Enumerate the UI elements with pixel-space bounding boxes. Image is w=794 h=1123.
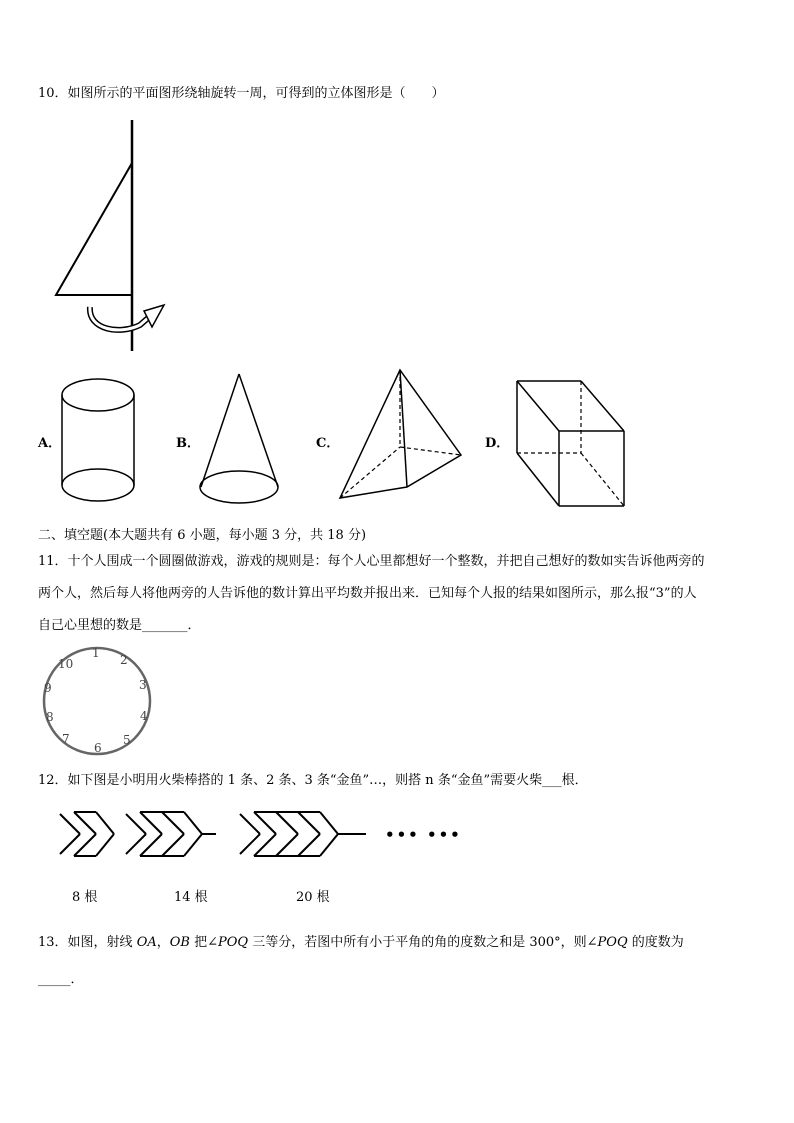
option-a-label[interactable]: A．	[38, 436, 62, 451]
circle-of-numbers	[40, 640, 160, 760]
question-11-line-1: 11．十个人围成一个圆圈做游戏，游戏的规则是：每个人心里都想好一个整数，并把自己想好的数如实告诉他两旁的	[38, 554, 705, 569]
cone-figure[interactable]	[198, 370, 288, 510]
clock-number-10: 10	[58, 657, 74, 671]
arrow-head	[144, 305, 164, 327]
ray-ob: OB	[169, 935, 190, 950]
question-10-text	[38, 82, 445, 101]
right-triangle	[56, 163, 132, 295]
matchstick-fish-3	[238, 810, 378, 860]
question-11-line-2: 两个人，然后每人将他两旁的人告诉他的数计算出平均数并报出来．已知每个人报的结果如图所示，那么报“3”的人	[38, 586, 697, 601]
option-b-label[interactable]: B．	[176, 436, 200, 451]
caption-14: 14 根	[174, 890, 208, 905]
clock-number-9: 9	[44, 681, 52, 695]
section-2-heading: 二、填空题(本大题共有 6 小题，每小题 3 分，共 18 分)	[38, 528, 367, 543]
question-13-line-2: _____．	[38, 972, 84, 987]
pyramid-figure[interactable]	[335, 365, 470, 510]
cylinder-figure[interactable]	[60, 375, 140, 505]
question-12-text: 12．如下图是小明用火柴棒搭的 1 条、2 条、3 条“金鱼”…，则搭 n 条“金鱼”需要火柴___根．	[38, 773, 588, 788]
caption-8: 8 根	[72, 890, 98, 905]
option-c-label[interactable]: C．	[316, 436, 340, 451]
clock-number-4: 4	[140, 709, 148, 723]
clock-number-5: 5	[123, 733, 131, 747]
rotation-figure	[40, 115, 180, 355]
clock-number-8: 8	[46, 710, 54, 724]
option-d-label[interactable]: D．	[485, 436, 510, 451]
clock-number-3: 3	[139, 678, 147, 692]
question-11-line-3: 自己心里想的数是_______．	[38, 618, 201, 633]
continuation-dots: ••• •••	[385, 826, 462, 844]
angle-poq-2: POQ	[597, 935, 628, 950]
matchstick-fish-1	[58, 810, 118, 860]
clock-number-2: 2	[120, 653, 128, 667]
clock-number-6: 6	[94, 741, 102, 755]
question-10-stem: 10．如图所示的平面图形绕轴旋转一周，可得到的立体图形是（ ）	[38, 86, 445, 101]
question-13-line-1: 13．如图，射线 OA，OB 把∠POQ 三等分，若图中所有小于平角的角的度数之和是 300°，则∠POQ 的度数为	[38, 935, 684, 950]
angle-poq: POQ	[218, 935, 249, 950]
clock-number-1: 1	[92, 646, 100, 660]
ray-oa: OA	[136, 935, 157, 950]
clock-number-7: 7	[62, 732, 70, 746]
matchstick-fish-2	[124, 810, 224, 860]
caption-20: 20 根	[296, 890, 330, 905]
prism-figure[interactable]	[513, 378, 633, 513]
